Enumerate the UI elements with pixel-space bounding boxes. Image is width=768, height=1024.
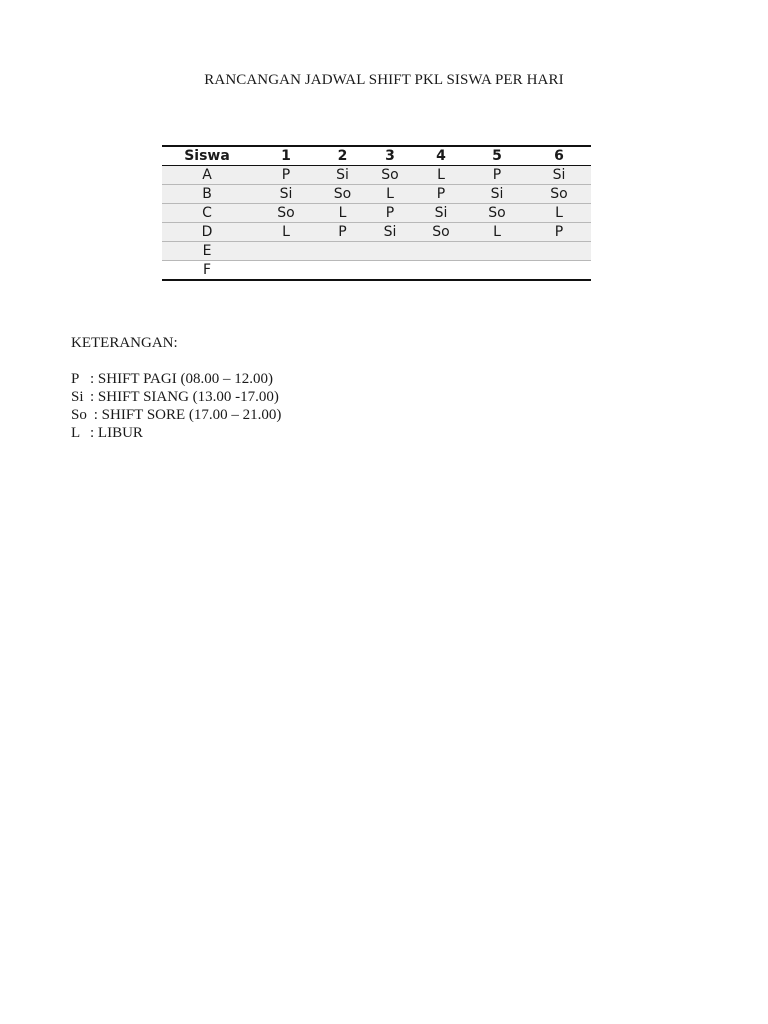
legend-heading: KETERANGAN: <box>71 335 178 351</box>
legend-desc: : SHIFT SIANG (13.00 -17.00) <box>90 389 279 405</box>
legend-desc: : LIBUR <box>90 425 143 441</box>
shift-cell: L <box>467 223 527 242</box>
legend-code: So <box>71 407 87 423</box>
shift-cell: P <box>252 166 320 185</box>
shift-cell: Si <box>527 166 591 185</box>
header-day-6: 6 <box>527 146 591 166</box>
legend <box>71 334 281 442</box>
shift-cell: Si <box>320 166 365 185</box>
shift-cell: L <box>320 204 365 223</box>
student-cell: A <box>162 166 252 185</box>
shift-schedule-table <box>162 145 591 281</box>
shift-cell: P <box>467 166 527 185</box>
shift-cell: P <box>415 185 467 204</box>
shift-cell <box>252 242 320 261</box>
shift-cell <box>320 261 365 281</box>
table-row <box>162 223 591 242</box>
shift-cell: So <box>527 185 591 204</box>
shift-cell <box>365 242 415 261</box>
shift-cell: L <box>527 204 591 223</box>
page-title: RANCANGAN JADWAL SHIFT PKL SISWA PER HARI <box>204 72 564 88</box>
student-cell: F <box>202 262 212 278</box>
header-siswa: Siswa <box>162 146 252 166</box>
legend-item-siang <box>71 388 281 406</box>
legend-code: L <box>71 425 81 441</box>
header-day-1: 1 <box>252 146 320 166</box>
table-row <box>162 261 591 281</box>
shift-cell: P <box>527 223 591 242</box>
shift-cell: Si <box>415 204 467 223</box>
student-cell: B <box>162 185 252 204</box>
student-cell: C <box>162 204 252 223</box>
shift-cell <box>415 261 467 281</box>
table-row <box>162 166 591 185</box>
shift-cell: Si <box>252 185 320 204</box>
shift-cell: L <box>252 223 320 242</box>
shift-cell: Si <box>467 185 527 204</box>
header-day-3: 3 <box>365 146 415 166</box>
shift-cell: P <box>365 204 415 223</box>
table-header-row <box>162 146 591 166</box>
table-row <box>162 185 591 204</box>
legend-code: Si <box>71 389 84 405</box>
shift-cell: L <box>365 185 415 204</box>
shift-cell: So <box>467 204 527 223</box>
shift-cell <box>467 261 527 281</box>
table-row <box>162 204 591 223</box>
shift-cell <box>252 261 320 281</box>
header-day-4: 4 <box>415 146 467 166</box>
shift-cell: So <box>415 223 467 242</box>
shift-cell: L <box>415 166 467 185</box>
header-day-2: 2 <box>320 146 365 166</box>
legend-desc: : SHIFT SORE (17.00 – 21.00) <box>90 407 282 423</box>
shift-cell: So <box>252 204 320 223</box>
header-day-5: 5 <box>467 146 527 166</box>
shift-cell <box>415 242 467 261</box>
legend-item-sore <box>71 406 281 424</box>
legend-code: P <box>71 371 80 387</box>
shift-cell <box>527 261 591 281</box>
legend-item-pagi <box>71 370 281 388</box>
legend-desc: : SHIFT PAGI (08.00 – 12.00) <box>90 371 273 387</box>
shift-cell: So <box>320 185 365 204</box>
shift-cell: P <box>320 223 365 242</box>
shift-cell <box>365 261 415 281</box>
shift-cell <box>527 242 591 261</box>
student-cell: E <box>162 242 252 261</box>
table-row <box>162 242 591 261</box>
shift-cell <box>467 242 527 261</box>
student-cell: D <box>162 223 252 242</box>
shift-cell: So <box>365 166 415 185</box>
legend-item-libur <box>71 424 281 442</box>
shift-cell <box>320 242 365 261</box>
shift-cell: Si <box>365 223 415 242</box>
